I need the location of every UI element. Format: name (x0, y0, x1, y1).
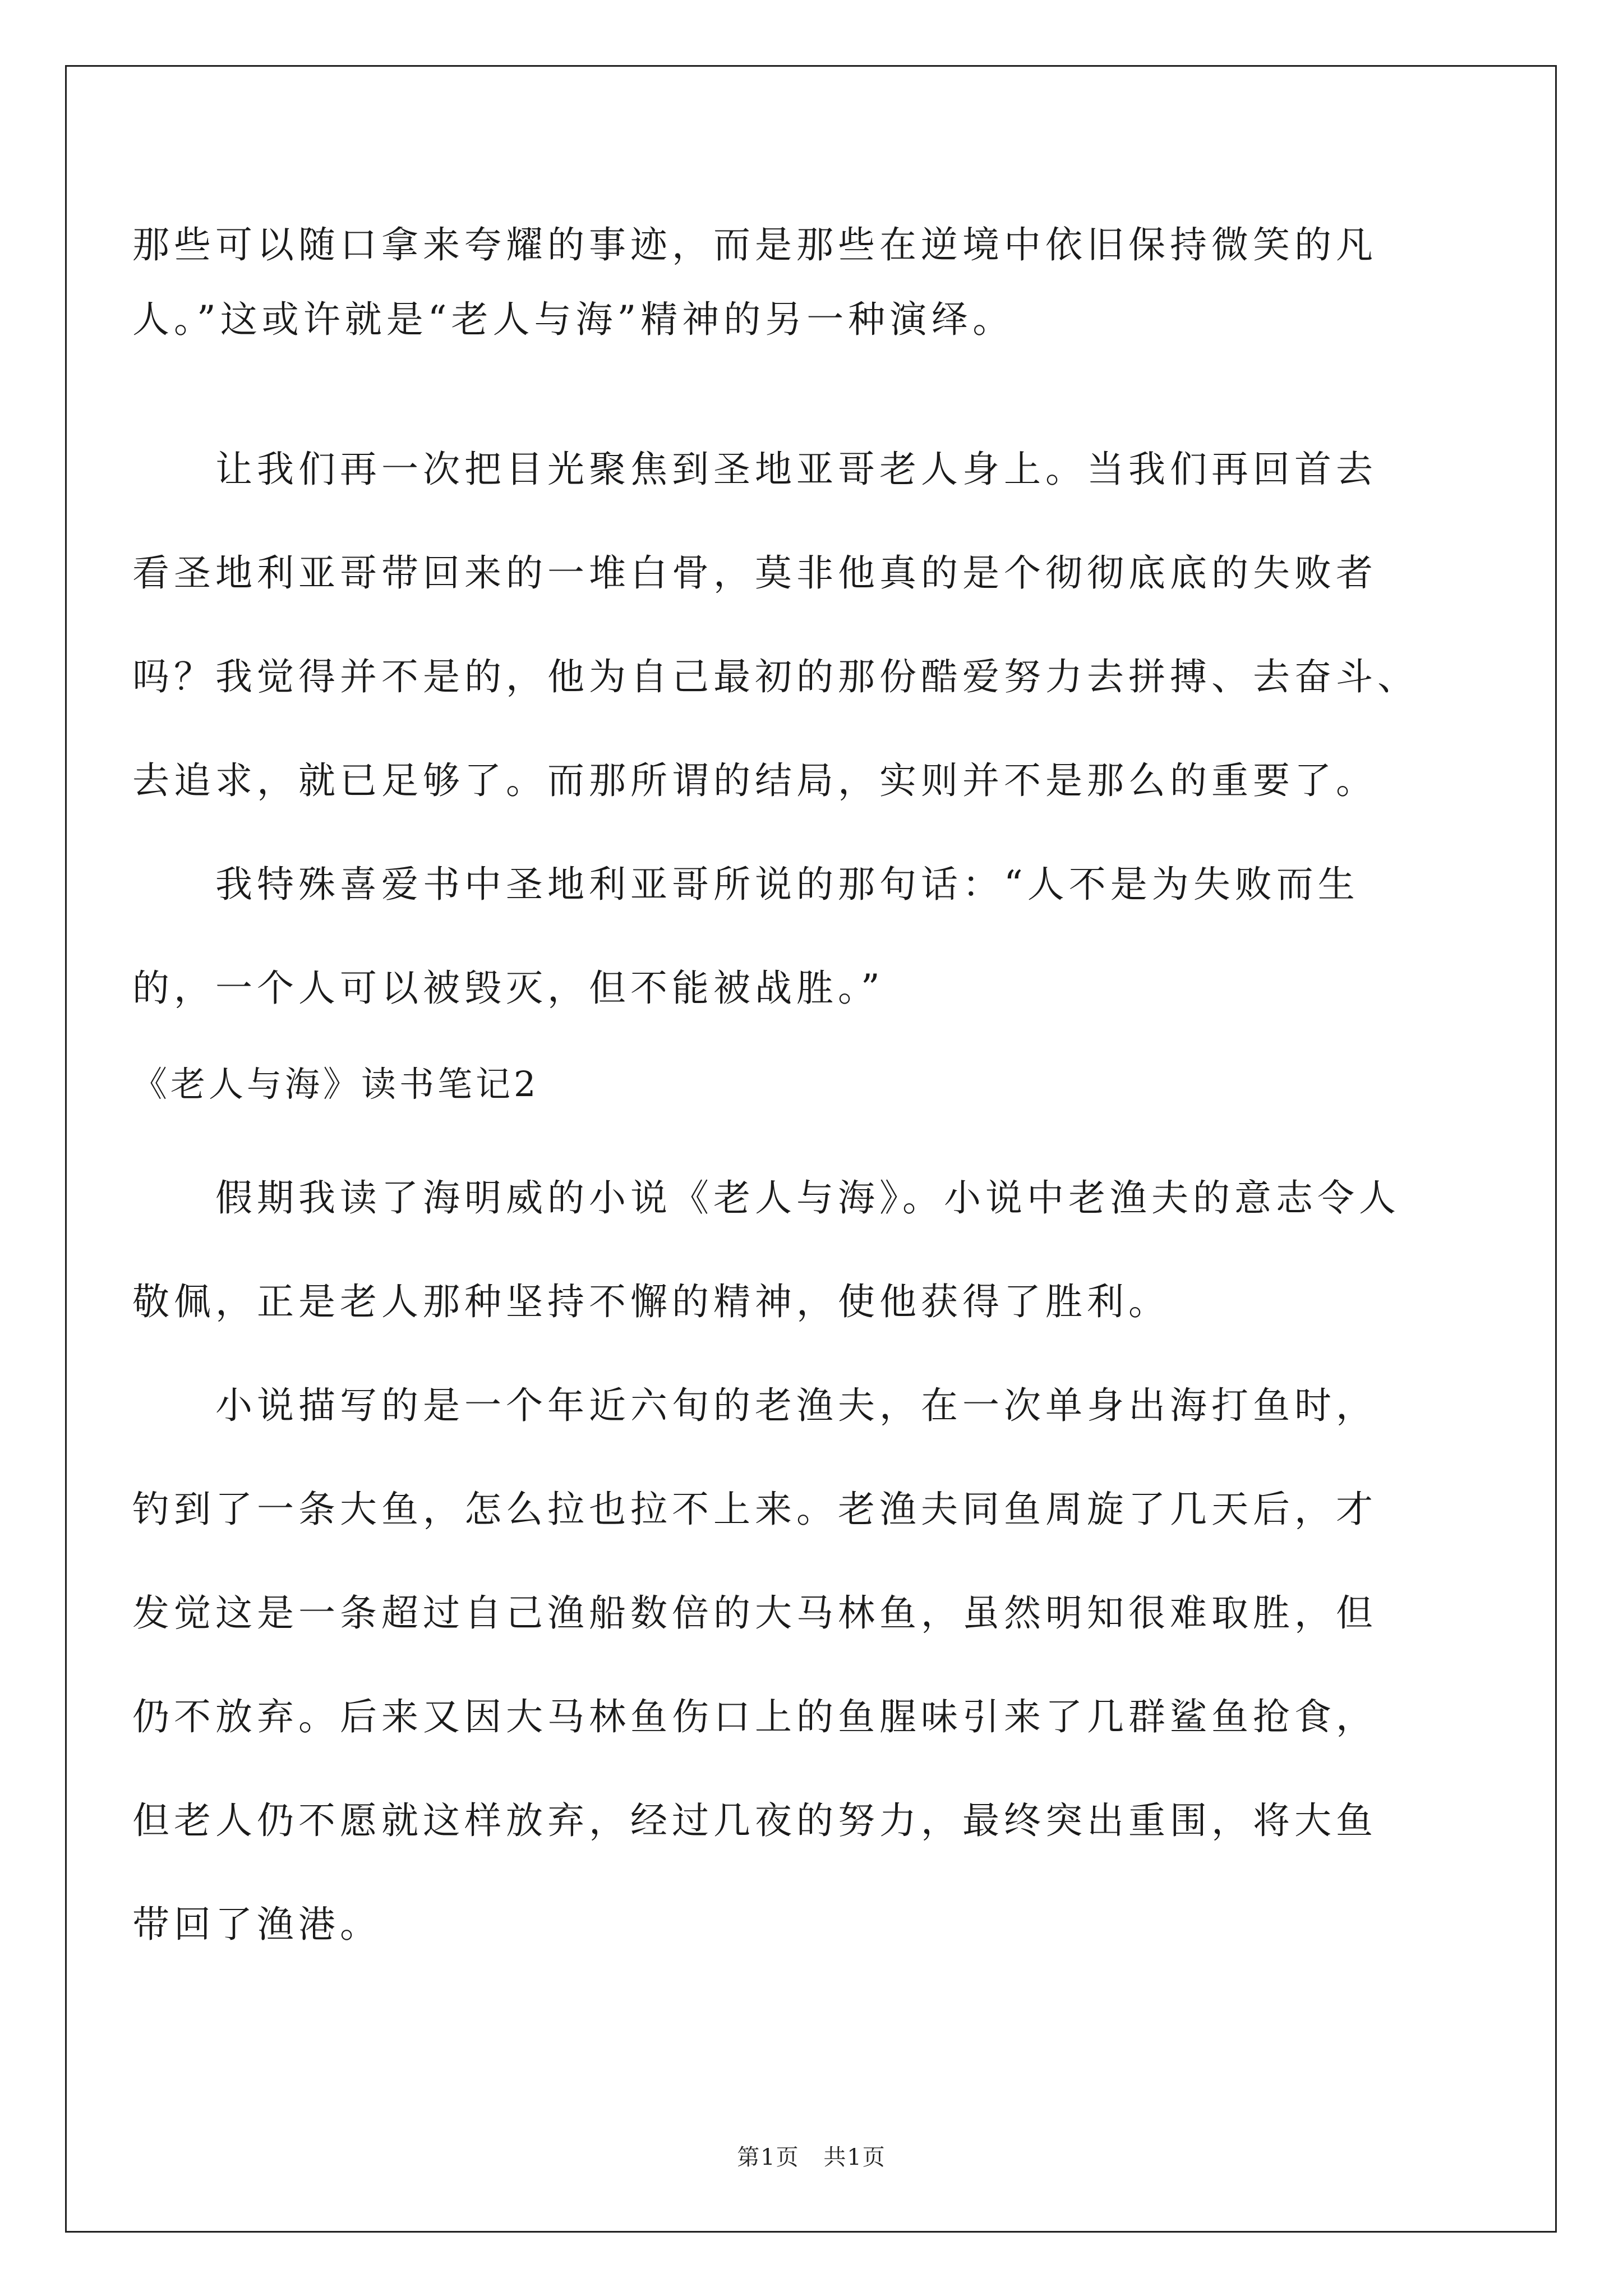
text-line: 带回了渔港。 (132, 1903, 381, 1946)
page-total: 共1页 (823, 2145, 886, 2170)
text-line: 的，一个人可以被毁灭，但不能被战胜。” (132, 967, 884, 1010)
text-line: 看圣地利亚哥带回来的一堆白骨，莫非他真的是个彻彻底底的失败者 (132, 551, 1377, 595)
text-line: 钓到了一条大鱼，怎么拉也拉不上来。老渔夫同鱼周旋了几天后，才 (132, 1488, 1377, 1531)
text-line: 去追求，就已足够了。而那所谓的结局，实则并不是那么的重要了。 (132, 759, 1377, 802)
text-line-indented: 小说描写的是一个年近六旬的老渔夫，在一次单身出海打鱼时， (215, 1384, 1377, 1427)
text-line-indented: 让我们再一次把目光聚焦到圣地亚哥老人身上。当我们再回首去 (215, 448, 1377, 491)
section-title: 《老人与海》读书笔记2 (132, 1064, 540, 1105)
text-line: 那些可以随口拿来夸耀的事迹，而是那些在逆境中依旧保持微笑的凡 (132, 223, 1377, 266)
text-line: 人。”这或许就是“老人与海”精神的另一种演绎。 (132, 298, 1015, 341)
page-footer (0, 2139, 1623, 2171)
text-line: 发觉这是一条超过自己渔船数倍的大马林鱼，虽然明知很难取胜，但 (132, 1591, 1377, 1635)
text-line: 敬佩，正是老人那种坚持不懈的精神，使他获得了胜利。 (132, 1280, 1170, 1323)
text-line: 但老人仍不愿就这样放弃，经过几夜的努力，最终突出重围，将大鱼 (132, 1799, 1377, 1842)
text-line-indented: 我特殊喜爱书中圣地利亚哥所说的那句话：“人不是为失败而生 (215, 863, 1359, 906)
text-line-indented: 假期我读了海明威的小说《老人与海》。小说中老渔夫的意志令人 (215, 1176, 1400, 1220)
text-line: 仍不放弃。后来又因大马林鱼伤口上的鱼腥味引来了几群鲨鱼抢食， (132, 1695, 1377, 1738)
text-line: 吗？我觉得并不是的，他为自己最初的那份酷爱努力去拼搏、去奋斗、 (132, 655, 1419, 698)
page-number: 第1页 (737, 2145, 800, 2170)
